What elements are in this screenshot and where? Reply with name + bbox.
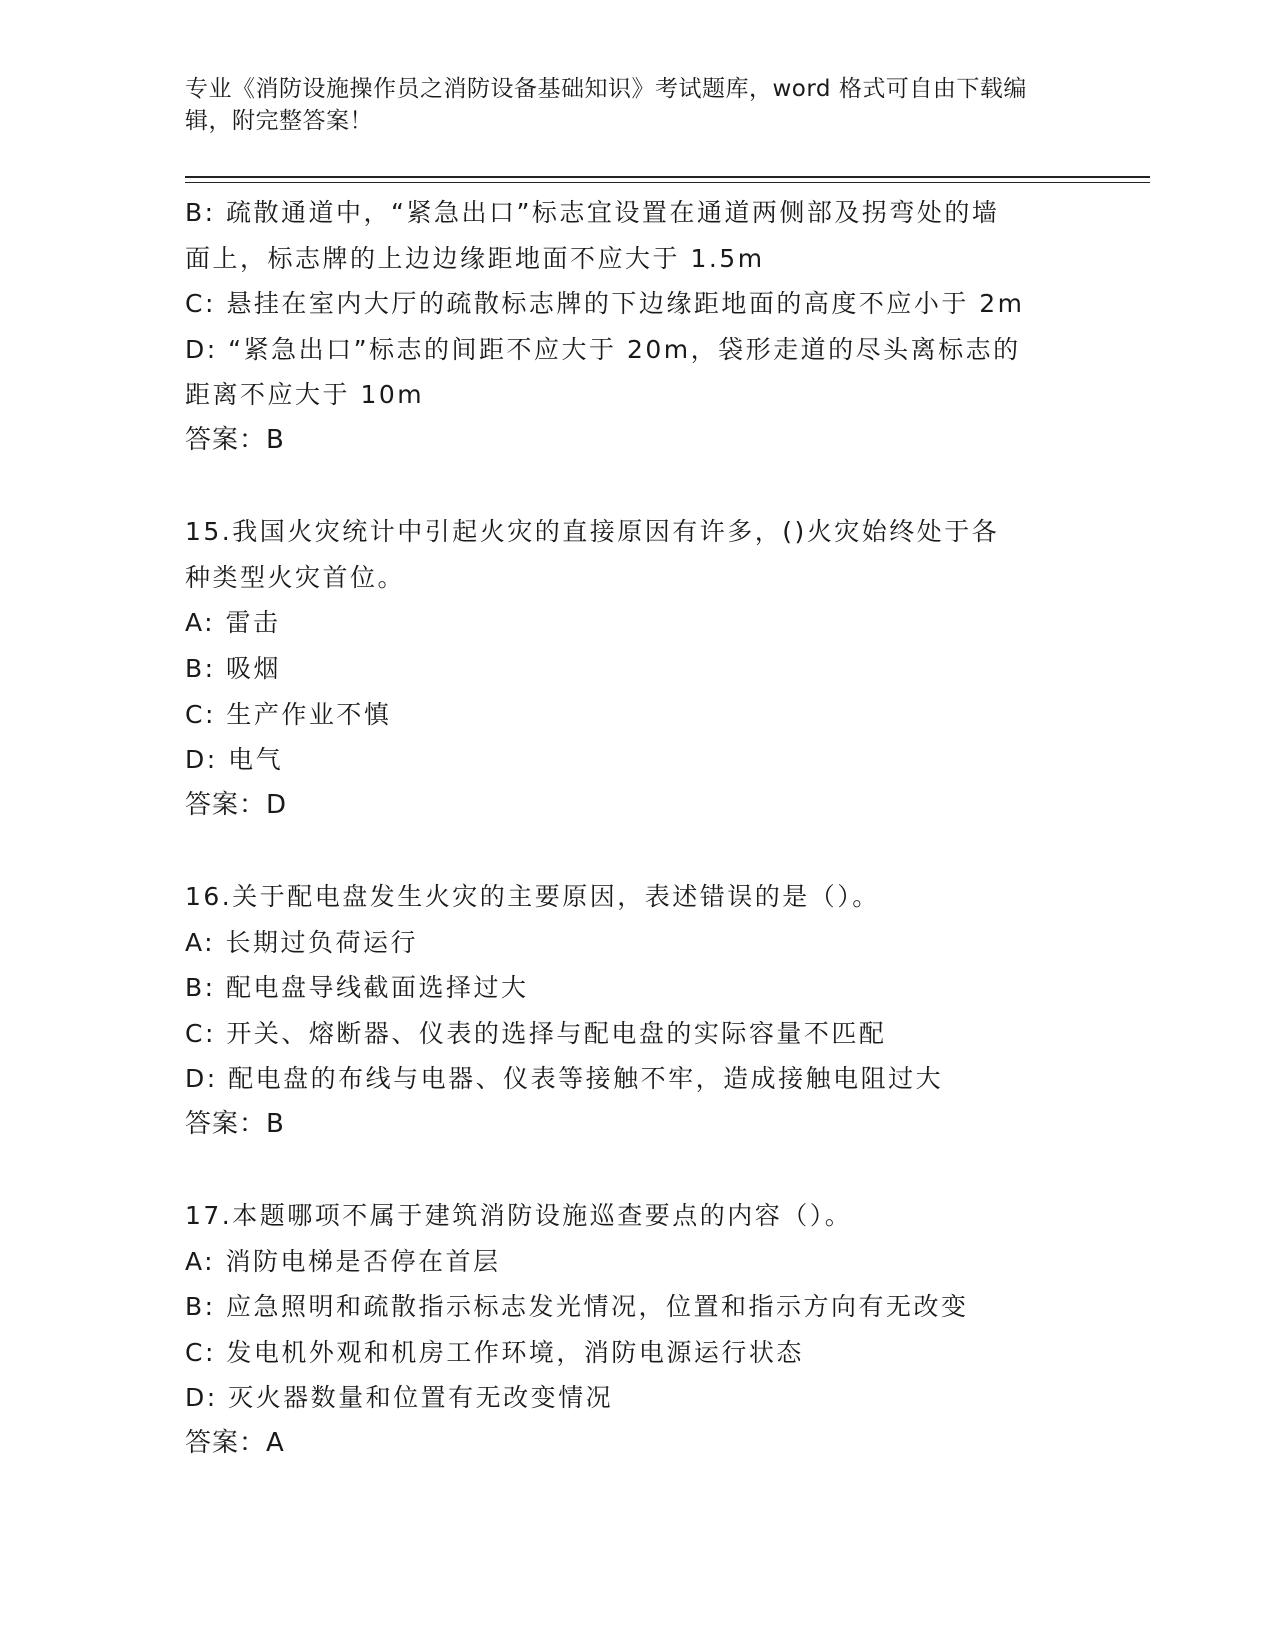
option-d-line-2: 距离不应大于 10m — [185, 380, 425, 410]
header-line-1: 专业《消防设施操作员之消防设备基础知识》考试题库，word 格式可自由下载编 — [185, 76, 1027, 102]
option-b: B: 配电盘导线截面选择过大 — [185, 973, 529, 1003]
option-c: C: 悬挂在室内大厅的疏散标志牌的下边缘距地面的高度不应小于 2m — [185, 289, 1025, 319]
option-c: C: 生产作业不慎 — [185, 699, 392, 729]
spacer — [185, 464, 1085, 510]
answer-line: 答案：A — [185, 1428, 285, 1459]
option-b-line-1: B: 疏散通道中，“紧急出口”标志宜设置在通道两侧部及拐弯处的墙 — [185, 198, 1000, 227]
question-stem: 17.本题哪项不属于建筑消防设施巡查要点的内容（）。 — [185, 1201, 853, 1231]
option-d-line-1: D: “紧急出口”标志的间距不应大于 20m，袋形走道的尽头离标志的 — [185, 334, 1021, 364]
question-stem-line-2: 种类型火灾首位。 — [185, 562, 406, 592]
question-block-17 — [185, 1193, 1085, 1467]
question-block-15 — [185, 509, 1085, 828]
question-list — [185, 190, 1085, 1467]
header-divider-thick — [185, 176, 1150, 178]
document-header — [185, 73, 1065, 137]
option-c: C: 开关、熔断器、仪表的选择与配电盘的实际容量不匹配 — [185, 1018, 887, 1048]
header-divider-thin — [185, 182, 1150, 183]
question-block-16 — [185, 874, 1085, 1148]
header-line-2: 辑，附完整答案！ — [185, 108, 373, 134]
option-d: D: 配电盘的布线与电器、仪表等接触不牢，造成接触电阻过大 — [185, 1064, 944, 1094]
question-block-continued — [185, 190, 1085, 464]
spacer — [185, 828, 1085, 874]
spacer — [185, 1147, 1085, 1193]
question-stem: 16.关于配电盘发生火灾的主要原因，表述错误的是（）。 — [185, 881, 880, 911]
option-b-line-2: 面上，标志牌的上边边缘距地面不应大于 1.5m — [185, 243, 765, 273]
option-d: D: 电气 — [185, 745, 284, 775]
answer-line: 答案：B — [185, 424, 285, 455]
option-b: B: 吸烟 — [185, 653, 282, 683]
question-stem-line-1: 15.我国火灾统计中引起火灾的直接原因有许多，()火灾始终处于各 — [185, 517, 1000, 547]
answer-line: 答案：D — [185, 789, 288, 820]
option-c: C: 发电机外观和机房工作环境，消防电源运行状态 — [185, 1337, 804, 1367]
option-b: B: 应急照明和疏散指示标志发光情况，位置和指示方向有无改变 — [185, 1292, 969, 1322]
option-a: A: 消防电梯是否停在首层 — [185, 1246, 501, 1276]
option-a: A: 长期过负荷运行 — [185, 927, 419, 957]
option-d: D: 灭火器数量和位置有无改变情况 — [185, 1383, 614, 1413]
answer-line: 答案：B — [185, 1108, 285, 1139]
option-a: A: 雷击 — [185, 608, 281, 638]
